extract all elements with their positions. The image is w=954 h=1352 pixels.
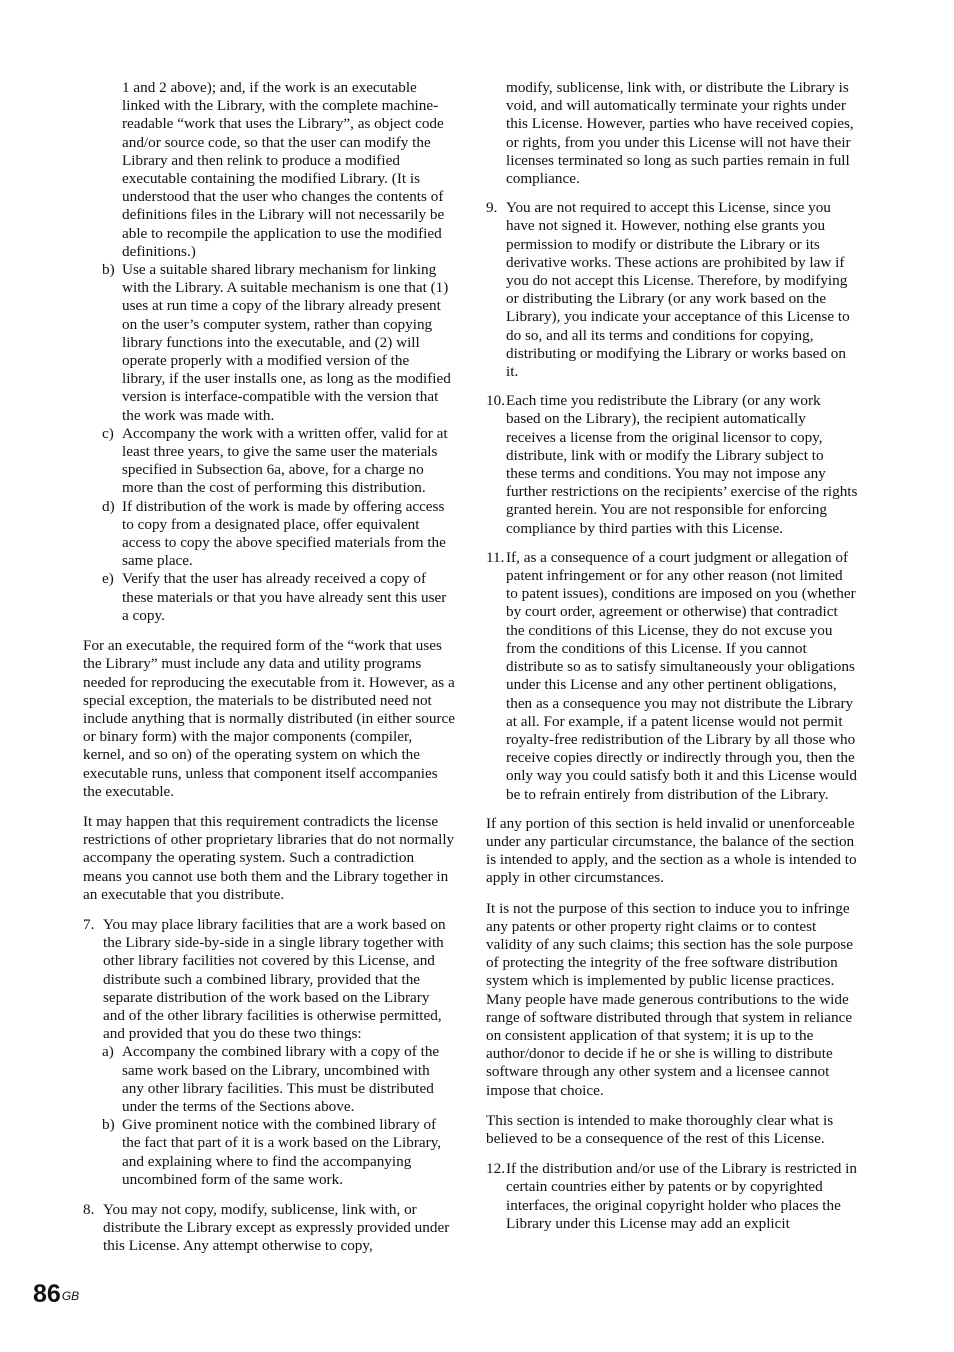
- item-text: If, as a consequence of a court judgment or allegation of patent infringement or for any other reason (not limited to patent issues), conditions are imposed on you (whether by court order, agreement or otherwise) that contradict the conditions of this License, they do not excuse you from the conditions of this License. If you cannot distribute so as to satisfy simultaneously your obligations under this License and any other pertinent obligations, then as a consequence you may not distribute the Library at all. For example, if a patent license would not permit royalty-free redistribution of the Library by all those who receive copies directly or indirectly through you, then the only way you could satisfy both it and this License would be to refrain entirely from distribution of the Library.: [506, 548, 857, 803]
- item-8-continuation: modify, sublicense, link with, or distribute the Library is void, and will automatically terminate your rights under this License. However, parties who have received copies, or rights, from you under this License will not have their licenses terminated so long as such parties remain in full compliance.: [506, 79, 854, 188]
- sub-item-label: a): [102, 1043, 114, 1061]
- sub-item-6b: [83, 261, 455, 425]
- item-text: You may not copy, modify, sublicense, link with, or distribute the Library except as expressly provided under this License. Any attempt otherwise to copy,: [103, 1200, 450, 1255]
- page-number-value: 86: [33, 1280, 61, 1308]
- sub-item-text: Use a suitable shared library mechanism for linking with the Library. A suitable mechanism is one that (1) uses at run time a copy of the library already present on the user’s computer system, rather than copying library functions into the executable, and (2) will operate properly with a modified version of the library, if the user installs one, as long as the modified version is interface-compatible with the version that the work was made with.: [122, 261, 451, 424]
- sub-item-label: e): [102, 570, 114, 588]
- item-number: 12.: [486, 1160, 505, 1178]
- page-number: [33, 1280, 79, 1308]
- sub-item-text: Accompany the combined library with a copy of the same work based on the Library, uncombined with any other library facilities. This must be distributed under the terms of the Sections above.: [122, 1043, 440, 1115]
- paragraph-invalid: If any portion of this section is held invalid or unenforceable under any particular circumstance, the balance of the section is intended to apply, and the section as a whole is intended to apply in other circumstances.: [486, 814, 857, 887]
- item-11: [486, 549, 858, 804]
- item-6a-continuation: 1 and 2 above); and, if the work is an executable linked with the Library, with the complete machine-readable “work that uses the Library”, as object code and/or source code, so that the user can modify the Library and then relink to produce a modified executable containing the modified Library. (It is understood that the user who changes the contents of definitions files in the Library will not necessarily be able to recompile the application to use the modified definitions.): [122, 79, 445, 260]
- item-9: [486, 199, 858, 381]
- item-8: [83, 1201, 455, 1256]
- page-region-suffix: GB: [61, 1289, 80, 1303]
- item-10: [486, 392, 858, 538]
- paragraph-executable: For an executable, the required form of the “work that uses the Library” must include any data and utility programs needed for reproducing the executable from it. However, as a special exception, the materials to be distributed need not include anything that is normally distributed (in either source or binary form) with the major components (compiler, kernel, and so on) of the operating system on which the executable runs, unless that component itself accompanies the executable.: [83, 637, 456, 800]
- item-number: 11.: [486, 548, 505, 566]
- sub-item-text: Accompany the work with a written offer, valid for at least three years, to give the same user the materials specified in Subsection 6a, above, for a charge no more than the cost of performing this distribution.: [122, 424, 448, 497]
- sub-item-text: If distribution of the work is made by offering access to copy from a designated place, offer equivalent access to copy the above specified materials from the same place.: [122, 497, 446, 570]
- item-7: [83, 916, 455, 1043]
- paragraph-purpose: It is not the purpose of this section to induce you to infringe any patents or other property right claims or to contest validity of any such claims; this section has the sole purpose of protecting the integrity of the free software distribution system which is implemented by public license practices. Many people have made generous contributions to the wide range of software distributed through that system in reliance on consistent application of that system; it is up to the author/donor to decide if he or she is willing to distribute software through any other system and a licensee cannot impose that choice.: [486, 899, 853, 1099]
- sub-item-text: Give prominent notice with the combined library of the fact that part of it is a work based on the Library, and explaining where to find the accompanying uncombined form of the same work.: [122, 1116, 442, 1188]
- right-column: [486, 79, 858, 1244]
- sub-item-7b: [83, 1116, 455, 1189]
- item-6-subitems: [83, 261, 455, 625]
- item-number: 7.: [83, 915, 95, 933]
- item-7-subitems: [83, 1043, 455, 1189]
- item-12: [486, 1160, 858, 1233]
- sub-item-text: Verify that the user has already received a copy of these materials or that you have already sent this user a copy.: [122, 570, 447, 624]
- sub-item-6c: [83, 425, 455, 498]
- sub-item-label: b): [102, 1116, 115, 1134]
- item-text: Each time you redistribute the Library (or any work based on the Library), the recipient automatically receives a license from the original licensor to copy, distribute, link with or modify the Library subject to these terms and conditions. You may not impose any further restrictions on the recipients’ exercise of the rights granted herein. You are not responsible for enforcing compliance by third parties with this License.: [506, 392, 858, 537]
- item-text: You are not required to accept this License, since you have not signed it. However, nothing else grants you permission to modify or distribute the Library or its derivative works. These actions are prohibited by law if you do not accept this License. Therefore, by modifying or distributing the Library (or any work based on the Library), you indicate your acceptance of this License to do so, and all its terms and conditions for copying, distributing or modifying the Library or works based on it.: [506, 199, 850, 381]
- item-number: 8.: [83, 1200, 95, 1218]
- sub-item-7a: [83, 1043, 455, 1116]
- left-column: [83, 79, 455, 1267]
- item-text: If the distribution and/or use of the Library is restricted in certain countries either by patents or by copyrighted interfaces, the original copyright holder who places the Library under this License may add an explicit: [506, 1160, 857, 1232]
- item-text: You may place library facilities that are a work based on the Library side-by-side in a single library together with other library facilities not covered by this License, and distribute such a combined library, provided that the separate distribution of the work based on the Library and of the other library facilities is otherwise permitted, and provided that you do these two things:: [103, 915, 446, 1043]
- sub-item-label: b): [102, 261, 115, 279]
- item-number: 10.: [486, 392, 505, 410]
- sub-item-6d: [83, 498, 455, 571]
- paragraph-contradicts: It may happen that this requirement contradicts the license restrictions of other proprietary libraries that do not normally accompany the operating system. Such a contradiction means you cannot use both them and the Library together in an executable that you distribute.: [83, 812, 455, 903]
- sub-item-label: d): [102, 497, 115, 515]
- sub-item-6e: [83, 570, 455, 625]
- paragraph-clear: This section is intended to make thoroughly clear what is believed to be a consequence of the rest of this License.: [486, 1111, 834, 1147]
- sub-item-label: c): [102, 424, 114, 442]
- item-number: 9.: [486, 199, 498, 217]
